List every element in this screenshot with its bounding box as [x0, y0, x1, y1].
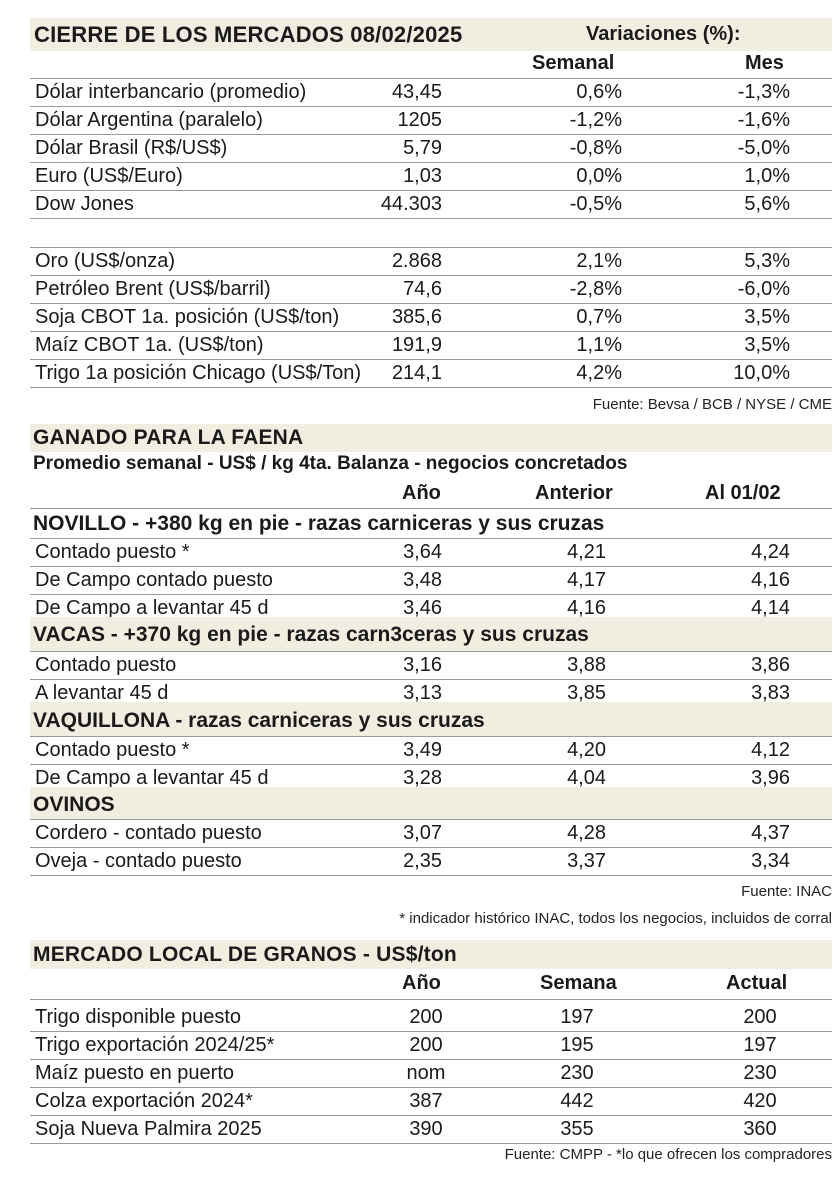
row-value: 43,45 — [391, 81, 442, 103]
table-row — [30, 1004, 832, 1032]
row-al: 4,24 — [751, 541, 790, 563]
row-label: Petróleo Brent (US$/barril) — [35, 278, 271, 300]
col-mes: Mes — [745, 52, 784, 74]
table-row — [30, 567, 832, 595]
row-label: Trigo 1a posición Chicago (US$/Ton) — [35, 362, 362, 384]
row-semanal: -0,5% — [569, 193, 622, 215]
row-al: 4,16 — [751, 569, 790, 591]
table-row — [30, 163, 832, 191]
row-ano: 3,16 — [403, 654, 442, 676]
row-label: Maíz puesto en puerto — [35, 1062, 235, 1084]
row-label: Cordero - contado puesto — [35, 822, 262, 844]
row-value: 385,6 — [391, 306, 442, 328]
row-semanal: 4,2% — [576, 362, 622, 384]
row-semana: 355 — [560, 1118, 594, 1140]
row-mes: 3,5% — [744, 334, 790, 356]
row-actual: 420 — [743, 1090, 777, 1112]
row-actual: 360 — [743, 1118, 777, 1140]
table-row — [30, 107, 832, 135]
row-al: 3,34 — [751, 850, 790, 872]
row-semanal: 0,0% — [576, 165, 622, 187]
col-anterior: Anterior — [535, 482, 613, 504]
table-row — [30, 848, 832, 876]
row-semanal: 0,6% — [576, 81, 622, 103]
table-row — [30, 737, 832, 765]
row-ano: nom — [406, 1062, 446, 1084]
row-mes: 1,0% — [744, 165, 790, 187]
row-anterior: 4,17 — [567, 569, 606, 591]
row-label: De Campo a levantar 45 d — [35, 767, 269, 787]
row-anterior: 3,85 — [567, 682, 606, 702]
row-label: Oro (US$/onza) — [35, 250, 176, 272]
row-mes: 10,0% — [733, 362, 790, 384]
row-mes: 3,5% — [744, 306, 790, 328]
group-title-rest: - +380 kg en pie - razas carniceras y sus cruzas — [126, 512, 605, 535]
livestock-header — [30, 424, 832, 452]
row-label: Dow Jones — [35, 193, 134, 215]
row-al: 3,86 — [751, 654, 790, 676]
table-row — [30, 680, 832, 702]
group-title-novillo — [30, 509, 832, 539]
group-title-bold: NOVILLO — [33, 512, 127, 535]
row-semana: 195 — [560, 1034, 594, 1056]
table-row — [30, 539, 832, 567]
row-ano: 3,07 — [403, 822, 442, 844]
row-ano: 3,28 — [403, 767, 442, 787]
row-label: Soja Nueva Palmira 2025 — [35, 1118, 262, 1140]
table-row — [30, 332, 832, 360]
grains-source: Fuente: CMPP - *lo que ofrecen los compradores — [504, 1146, 832, 1163]
group-title-bold: VAQUILLONA — [33, 709, 170, 732]
row-value: 5,79 — [403, 137, 442, 159]
markets-column-headers — [30, 51, 832, 79]
group-title-rest: - +370 kg en pie - razas carn3ceras y sus cruzas — [104, 623, 589, 646]
table-row — [30, 1116, 832, 1144]
table-row — [30, 360, 832, 388]
row-semanal: -2,8% — [569, 278, 622, 300]
row-semanal: 1,1% — [576, 334, 622, 356]
row-mes: 5,3% — [744, 250, 790, 272]
row-label: Dólar Argentina (paralelo) — [35, 109, 263, 131]
row-value: 2.868 — [391, 250, 442, 272]
table-row — [30, 765, 832, 787]
row-actual: 197 — [743, 1034, 777, 1056]
row-ano: 3,13 — [403, 682, 442, 702]
row-ano: 200 — [409, 1006, 443, 1028]
group-title-ovinos — [30, 787, 832, 820]
row-semanal: 0,7% — [576, 306, 622, 328]
table-row — [30, 595, 832, 617]
row-semana: 442 — [560, 1090, 594, 1112]
row-al: 3,83 — [751, 682, 790, 702]
row-ano: 3,64 — [403, 541, 442, 563]
col-ano: Año — [402, 482, 441, 504]
spacer-row — [30, 219, 832, 248]
row-mes: -1,6% — [737, 109, 790, 131]
col-ano: Año — [402, 972, 441, 994]
row-mes: -6,0% — [737, 278, 790, 300]
group-title-vacas — [30, 617, 832, 652]
row-anterior: 4,16 — [567, 597, 606, 617]
row-label: Contado puesto * — [35, 541, 190, 563]
row-value: 214,1 — [391, 362, 442, 384]
col-actual: Actual — [726, 972, 788, 994]
grains-column-headers — [30, 969, 832, 1000]
table-row — [30, 1032, 832, 1060]
group-title-bold: VACAS — [33, 623, 105, 646]
row-al: 3,96 — [751, 767, 790, 787]
row-ano: 3,46 — [403, 597, 442, 617]
row-al: 4,14 — [751, 597, 790, 617]
livestock-source: Fuente: INAC — [741, 883, 832, 900]
row-label: Contado puesto * — [35, 739, 190, 761]
livestock-subtitle: Promedio semanal - US$ / kg 4ta. Balanza - negocios concretados — [33, 453, 628, 474]
grains-header — [30, 940, 832, 969]
row-semanal: -1,2% — [569, 109, 622, 131]
table-row — [30, 191, 832, 219]
row-ano: 2,35 — [403, 850, 442, 872]
row-al: 4,37 — [751, 822, 790, 844]
table-row — [30, 135, 832, 163]
row-label: Soja CBOT 1a. posición (US$/ton) — [35, 306, 340, 328]
table-row — [30, 1088, 832, 1116]
table-row — [30, 248, 832, 276]
row-mes: -5,0% — [737, 137, 790, 159]
row-anterior: 3,37 — [567, 850, 606, 872]
row-semana: 197 — [560, 1006, 594, 1028]
row-label: Trigo disponible puesto — [35, 1006, 242, 1028]
group-title-rest: - razas carniceras y sus cruzas — [169, 709, 485, 732]
table-row — [30, 1060, 832, 1088]
row-anterior: 3,88 — [567, 654, 606, 676]
row-label: Colza exportación 2024* — [35, 1090, 253, 1112]
row-actual: 200 — [743, 1006, 777, 1028]
row-mes: -1,3% — [737, 81, 790, 103]
row-label: Dólar Brasil (R$/US$) — [35, 137, 228, 159]
row-anterior: 4,04 — [567, 767, 606, 787]
livestock-column-headers — [30, 481, 832, 509]
row-semanal: 2,1% — [576, 250, 622, 272]
row-ano: 200 — [409, 1034, 443, 1056]
row-value: 191,9 — [391, 334, 442, 356]
row-mes: 5,6% — [744, 193, 790, 215]
row-label: A levantar 45 d — [35, 682, 169, 702]
livestock-title: GANADO PARA LA FAENA — [33, 426, 304, 449]
row-value: 1205 — [397, 109, 442, 131]
row-ano: 3,48 — [403, 569, 442, 591]
row-anterior: 4,28 — [567, 822, 606, 844]
row-ano: 390 — [409, 1118, 443, 1140]
row-label: De Campo a levantar 45 d — [35, 597, 269, 617]
row-label: Euro (US$/Euro) — [35, 165, 183, 187]
col-semanal: Semanal — [532, 52, 615, 74]
row-label: Dólar interbancario (promedio) — [35, 81, 307, 103]
col-semana: Semana — [540, 972, 617, 994]
table-row — [30, 820, 832, 848]
row-value: 74,6 — [403, 278, 442, 300]
row-label: Oveja - contado puesto — [35, 850, 242, 872]
grains-title: MERCADO LOCAL DE GRANOS - US$/ton — [33, 943, 457, 966]
livestock-note: * indicador histórico INAC, todos los negocios, incluidos de corral — [399, 910, 832, 927]
variaciones-label: Variaciones (%): — [586, 23, 741, 45]
col-al-fecha: Al 01/02 — [705, 482, 781, 504]
markets-title: CIERRE DE LOS MERCADOS 08/02/2025 — [34, 22, 463, 47]
row-value: 44.303 — [380, 193, 442, 215]
row-ano: 3,49 — [403, 739, 442, 761]
row-label: Trigo exportación 2024/25* — [35, 1034, 275, 1056]
row-anterior: 4,20 — [567, 739, 606, 761]
table-row — [30, 304, 832, 332]
row-semana: 230 — [560, 1062, 594, 1084]
markets-header — [30, 18, 832, 51]
row-al: 4,12 — [751, 739, 790, 761]
table-row — [30, 652, 832, 680]
row-ano: 387 — [409, 1090, 443, 1112]
row-anterior: 4,21 — [567, 541, 606, 563]
table-row — [30, 79, 832, 107]
markets-source: Fuente: Bevsa / BCB / NYSE / CME — [592, 396, 832, 413]
row-semanal: -0,8% — [569, 137, 622, 159]
row-value: 1,03 — [403, 165, 442, 187]
group-title-vaquillona — [30, 702, 832, 737]
group-title-bold: OVINOS — [33, 793, 115, 816]
row-label: Contado puesto — [35, 654, 177, 676]
table-row — [30, 276, 832, 304]
row-label: Maíz CBOT 1a. (US$/ton) — [35, 334, 264, 356]
row-actual: 230 — [743, 1062, 777, 1084]
row-label: De Campo contado puesto — [35, 569, 273, 591]
